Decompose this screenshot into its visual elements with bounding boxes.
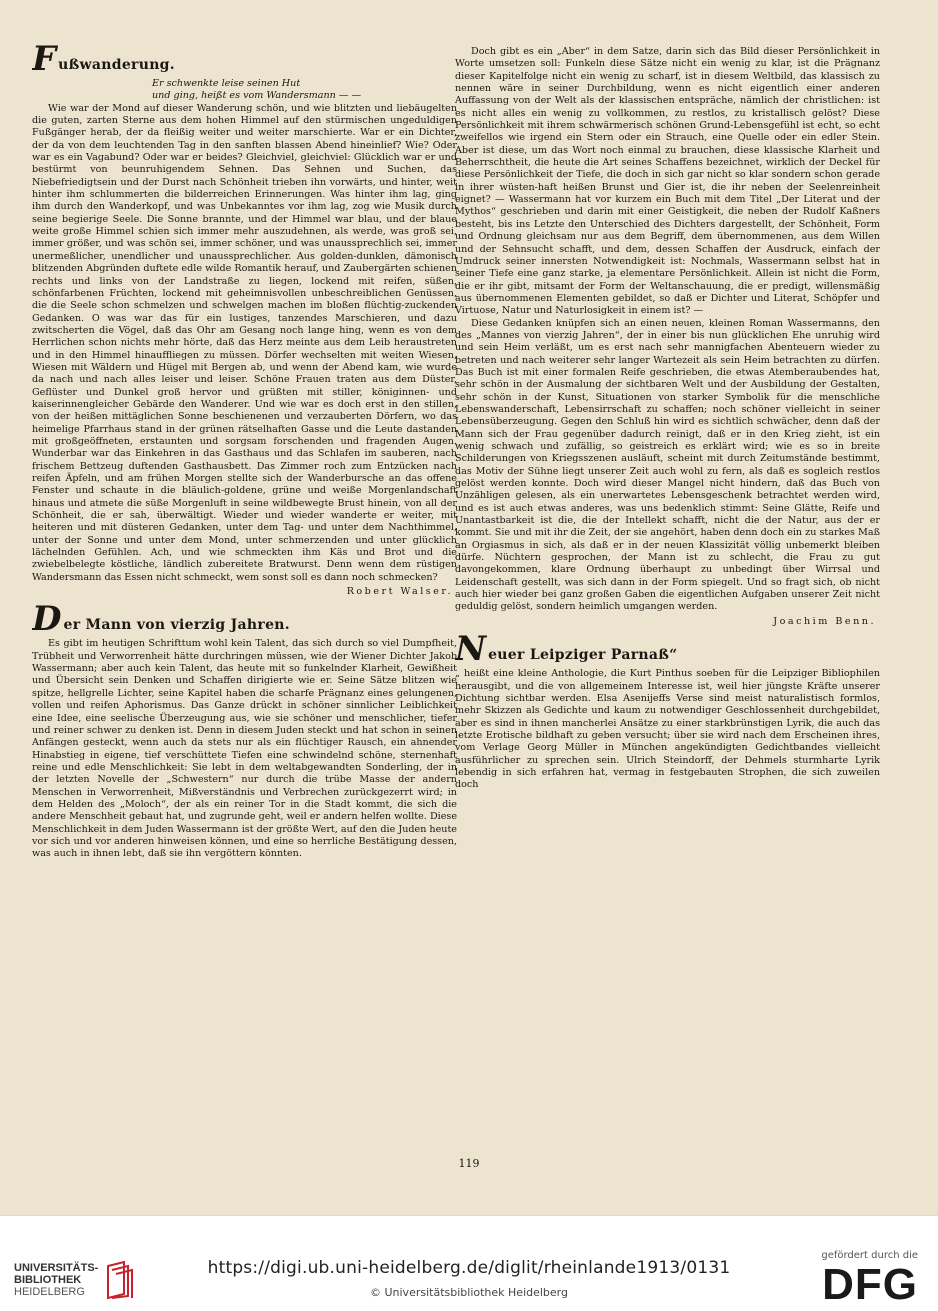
- article-heading-fusswanderung: [32, 40, 457, 79]
- author-signature: Joachim Benn.: [773, 615, 876, 627]
- heading-title: er Mann von vierzig Jahren.: [63, 617, 290, 634]
- funding-notice: [821, 1250, 918, 1307]
- article-body: „ heißt eine kleine Anthologie, die Kurt Pinthus soeben für die Leipziger Bibliophilen herausgibt, und die von allgemeinem Interesse ist, weil hier jüngste Kräfte unserer Dichtung sichtbar werden. Elsa Asenijeffs Verse sind meist naturalistisch formlos, mehr Skizzen als Gedichte und kaum zu notwendiger Geschlossenheit durchgebildet, aber es sind in ihnen mancherlei Ansätze zu einer starkbrünstigen Lyrik, die auch das letzte Erotische bildhaft zu geben versucht; über sie wird nach dem Erscheinen ihres, vom Verlage Georg Müller in München angekündigten Gedichtbandes vielleicht ausführlicher zu sprechen sein. Ulrich Steindorff, der Dehmels sturmharte Lyrik lebendig in sich erfahren hat, vermag in festgebauten Strophen, die sich zuweilen doch: [455, 668, 880, 791]
- article-heading-neuer-leipziger-parnass: [455, 629, 880, 670]
- column-right: [455, 46, 880, 1156]
- article-body: Doch gibt es ein „Aber“ in dem Satze, darin sich das Bild dieser Persönlichkeit in Worte umsetzen soll: Funkeln diese Sätze nicht ein wenig zu klar, ist die Prägnanz dieser Kapitelfolge nicht ein wenig zu scharf, ist in diesem Weltbild, das klassisch zu nennen wäre in seiner Durchbildung, wenn es nicht eigentlich einer anderen Auffassung von der Welt als der klassischen entspräche, nämlich der christlichen: ist es nicht alles ein wenig zu vollkommen, zu restlos, zu kristallisch gelöst? Diese Persönlichkeit mit ihrem schwärmerisch schönen Grund-Lebensgefühl ist echt, so echt zweifellos wie irgend ein Stern oder ein Strauch, eine Quelle oder ein edler Stein. Aber ist diese, um das Wort noch einmal zu brauchen, diese klassische Klarheit und Beherrschtheit, die heute die Art seines Schaffens bezeichnet, wirklich der Deckel für diese Persönlichkeit der Tiefe, die doch in sich gar nicht so klar sondern schon gerade in ihrer wüsten-haft heißen Brunst und Gier ist, die ihr neben der Seelenreinheit eignet? — Wassermann hat vor kurzem ein Buch mit dem Titel „Der Literat und der Mythos“ geschrieben und darin mit einer Geistigkeit, die neben der Rudolf Kaßners besteht, bis ins Letzte den Unterschied des Dichters dargestellt, der Schönheit, Form und Ordnung gleichsam nur aus dem Begriff, dem übernommenen, aus dem Willen und der Sehnsucht schafft, und dem, dessen Schaffen der Ausdruck, einfach der Umdruck seiner innersten Notwendigkeit ist: Nochmals, Wassermann selbst hat in seiner Tiefe eine ganz starke, ja elementare Persönlichkeit. Allein ist nicht die Form, die er ihr gibt, mitsamt der Form der Weltanschauung, die er predigt, willensmäßig aus übernommenen Elementen gebildet, so daß er Dichter und Literat, Schöpfer und Virtuose, Natur und Naturlosigkeit in einem ist? —: [455, 46, 880, 317]
- dfg-logo[interactable]: DFG: [822, 1260, 918, 1309]
- column-left: [32, 40, 457, 1150]
- article-body: Diese Gedanken knüpfen sich an einen neuen, kleinen Roman Wassermanns, den des „Mannes von vierzig Jahren“, der in einer bis nun glücklichen Ehe unruhig wird und sein Heim verläßt, um es erst nach sehr mannigfachen Abenteuern wieder zu betreten und nach weiterer sehr langer Wartezeit als sein Heim betrachten zu dürfen. Das Buch ist mit einer formalen Reife geschrieben, die etwas Atemberaubendes hat, sehr schön in der Ausmalung der sichtbaren Welt und der Ausbildung der Gestalten, sehr schön in der Kunst, Situationen von starker Symbolik für die menschliche Lebenswanderschaft, Lebensirrschaft zu schaffen; noch schöner vielleicht in seiner Lebensüberzeugung. Gegen den Schluß hin wird es sichtlich schwächer, denn daß der Mann sich der Frau gegenüber dadurch reinigt, daß er in den Krieg zieht, ist ein wenig schwach und zufällig, so geistreich es erklärt wird; wie es so in breite Schilderungen von Kriegsszenen ausläuft, scheint mit durch Zeitumstände bestimmt, das Motiv der Sühne liegt unserer Zeit auch wohl zu fern, als daß es sogleich restlos gelöst werden konnte. Doch wird dieser Mangel nicht hindern, daß das Buch von Unzähligen gelesen, als ein unerwartetes Lebensgeschenk betrachtet werden wird, und es ist auch etwas anderes, was uns bedenklich stimmt: Seine Glätte, Reife und Unantastbarkeit ist die, die der Intellekt schafft, nicht die der Natur, aus der er kommt. Sie und mit ihr die Zeit, der sie angehört, haben denn doch ein zu starkes Maß an Orgiasmus in sich, als daß er in der neuen Klassizität völlig unbemerkt bleiben dürfe. Nüchtern gesprochen, der Mann ist zu schlecht, die Frau zu gut davongekommen, klare Ordnung überhaupt zu unbedingt über Wirrsal und Leidenschaft gestellt, was sich dann in der Form spiegelt. Und so fragt sich, ob nicht auch hier wieder bei ganz großen Gaben die eigentlichen Aufgaben unserer Zeit nicht geduldig gelöst, sondern heimlich umgangen werden.: [455, 317, 880, 613]
- article-body: Es gibt im heutigen Schrifttum wohl kein Talent, das sich durch so viel Dumpfheit, Trübheit und Verworrenheit hätte durchringen müssen, wie der Wiener Dichter Jakob Wassermann; aber auch kein Talent, das heute mit so funkelnder Klarheit, Gewißheit und Übersicht sein Denken und Schaffen dirigierte wie er. Seine Sätze blitzen wie spitze, hellgrelle Lichter, seine Kapitel haben die scharfe Prägnanz eines gelungenen, vollen und reifen Aphorismus. Das Ganze drückt in schöner sinnlicher Leiblichkeit eine Idee, eine seelische Überzeugung aus, wie sie schöner und menschlicher, tiefer und reiner schwer zu denken ist. Denn in diesem Juden steckt und hat schon in seinen Anfängen gesteckt, wenn auch da stets nur als ein flüchtiger Rausch, ein ahnender Hinabstieg in eigene, tief verschüttete Tiefen eine schwindelnd schöne, sternenhaft reine und edle Menschlichkeit: Sie lebt in dem weltabgewandten Sonderling, der in der letzten Novelle der „Schwestern“ nur durch die trübe Masse der andern Menschen in Verworrenheit, Mißverständnis und Verbrechen zurückgezerrt wird; in dem Helden des „Moloch“, der als ein reiner Tor in die Stadt kommt, die sich die andere Menschheit gebaut hat, und zugrunde geht, weil er andern helfen wollte. Diese Menschlichkeit in dem Juden Wassermann ist der größte Wert, auf den die Juden heute vor sich und vor anderen hinweisen können, und eine so herrliche Bestätigung dessen, was auch in ihnen lebt, daß sie ihn vergöttern könnten.: [32, 638, 457, 860]
- footer: [0, 1215, 938, 1311]
- epigraph-line-2: und ging, heißt es vom Wandersmann — —: [152, 90, 362, 102]
- library-name-line: UNIVERSITÄTS-: [14, 1262, 99, 1274]
- funding-label: gefördert durch die: [821, 1250, 918, 1261]
- heading-title: ußwanderung.: [58, 56, 175, 73]
- copyright-notice: © Universitätsbibliothek Heidelberg: [369, 1286, 568, 1299]
- author-signature: Robert Walser.: [346, 586, 453, 598]
- article-body: Wie war der Mond auf dieser Wanderung schön, und wie blitzten und liebäugelten die guten, zarten Sterne aus dem hohen Himmel auf den stürmischen ungeduldigen Fußgänger herab, der da fleißig weiter und weiter marschierte. War er ein Dichter, der da von dem leuchtenden Tag in den sanften blassen Abend hineinlief? Wie? Oder war es ein Vagabund? Oder war er beides? Gleichviel, gleichviel: Glücklich war er und bestürmt von beunruhigendem Sehnen. Das Sehnen und Suchen, das Niebefriedigtsein und der Durst nach Schönheit trieben ihn vorwärts, und hinter, weit hinter ihm schlummerten die bilderreichen Erinnerungen. Was hinter ihm lag, ging ihm durch den Wanderkopf, und was Unbekanntes vor ihm lag, zog wie Musik durch seine begierige Seele. Die Sonne brannte, und der Himmel war blau, und der blaue weite große Himmel schien sich immer mehr auszudehnen, als werde, was groß sei, immer größer, und was schön sei, immer schöner, und was unaussprechlich sei, immer unermeßlicher, unendlicher und unaussprechlicher. Aus golden-dunklen, dämonisch blitzenden Abgründen duftete edle wilde Romantik herauf, und Zaubergärten schienen rechts und links von der Landstraße zu liegen, lockend mit reifen, süßen, schönfarbenen Früchten, lockend mit geheimnisvollen unbeschreiblichen Genüssen, die die Seele schon schmelzen und schwelgen machen im bloßen flüchtig-zuckenden Gedanken. O was war das für ein lustiges, tanzendes Marschieren, und dazu zwitscherten die Vögel, daß das Ohr am Gesang noch lange hing, wenn es von dem Herrlichen schon nichts mehr hörte, daß das Herz meinte aus dem Leib heraustreten und in den Himmel hinauffliegen zu müssen. Dörfer wechselten mit weiten Wiesen, Wiesen mit Wäldern und Hügel mit Bergen ab, und wenn der Abend kam, wie wurde da nach und nach alles leiser und leiser. Schöne Frauen traten aus dem Düster, Geflüster und Dunkel groß hervor und grüßten mit stiller, königinnen- und kaiserinnengleicher Gebärde den Wanderer. Und wie war es doch erst in den stillen, von der heißen mittäglichen Sonne beschienenen und verzauberten Dörfern, wo das heimelige Pfarrhaus stand in der grünen rätselhaften Gasse und die Leute dastanden mit großgeöffneten, erstaunten und sorgsam forschenden und fragenden Augen. Wunderbar war das Einkehren in das Gasthaus und das Schlafen im sauberen, nach frischem Bettzeug duftenden Gasthausbett. Das Zimmer roch zum Entzücken nach reifen Äpfeln, und am frühen Morgen stellte sich der Wanderbursche an das offene Fenster und schaute in die bläulich-goldene, grüne und weiße Morgenlandschaft hinaus und atmete die süße Morgenluft in seine wildbewegte Brust hinein, von all der Schönheit, die er sah, überwältigt. Wieder und wieder wanderte er weiter, mit heiteren und mit düsteren Gedanken, unter dem Tag- und unter dem Nachthimmel, unter der Sonne und unter dem Mond, unter schmerzenden und unter glücklich lächelnden Gefühlen. Ach, und wie schmeckten ihm Käs und Brot und die zwiebelbelegte köstliche, ländlich zubereitete Bratwurst. Denn wenn dem rüstigen Wandersmann das Essen nicht schmeckt, wem sonst soll es dann noch schmecken?: [32, 102, 457, 583]
- heading-initial: N: [455, 629, 487, 670]
- permalink-url[interactable]: https://digi.ub.uni-heidelberg.de/diglit/rheinlande1913/0131: [207, 1258, 731, 1278]
- page-number: 119: [458, 1157, 480, 1170]
- epigraph-line-1: Er schwenkte leise seinen Hut: [152, 78, 301, 89]
- library-name-line: HEIDELBERG: [14, 1286, 85, 1298]
- heading-initial: D: [32, 599, 62, 640]
- library-name-line: BIBLIOTHEK: [14, 1274, 82, 1286]
- heading-title: euer Leipziger Parnaß“: [488, 646, 678, 663]
- heading-initial: F: [32, 40, 57, 79]
- article-heading-mann-von-vierzig-jahren: [32, 599, 457, 640]
